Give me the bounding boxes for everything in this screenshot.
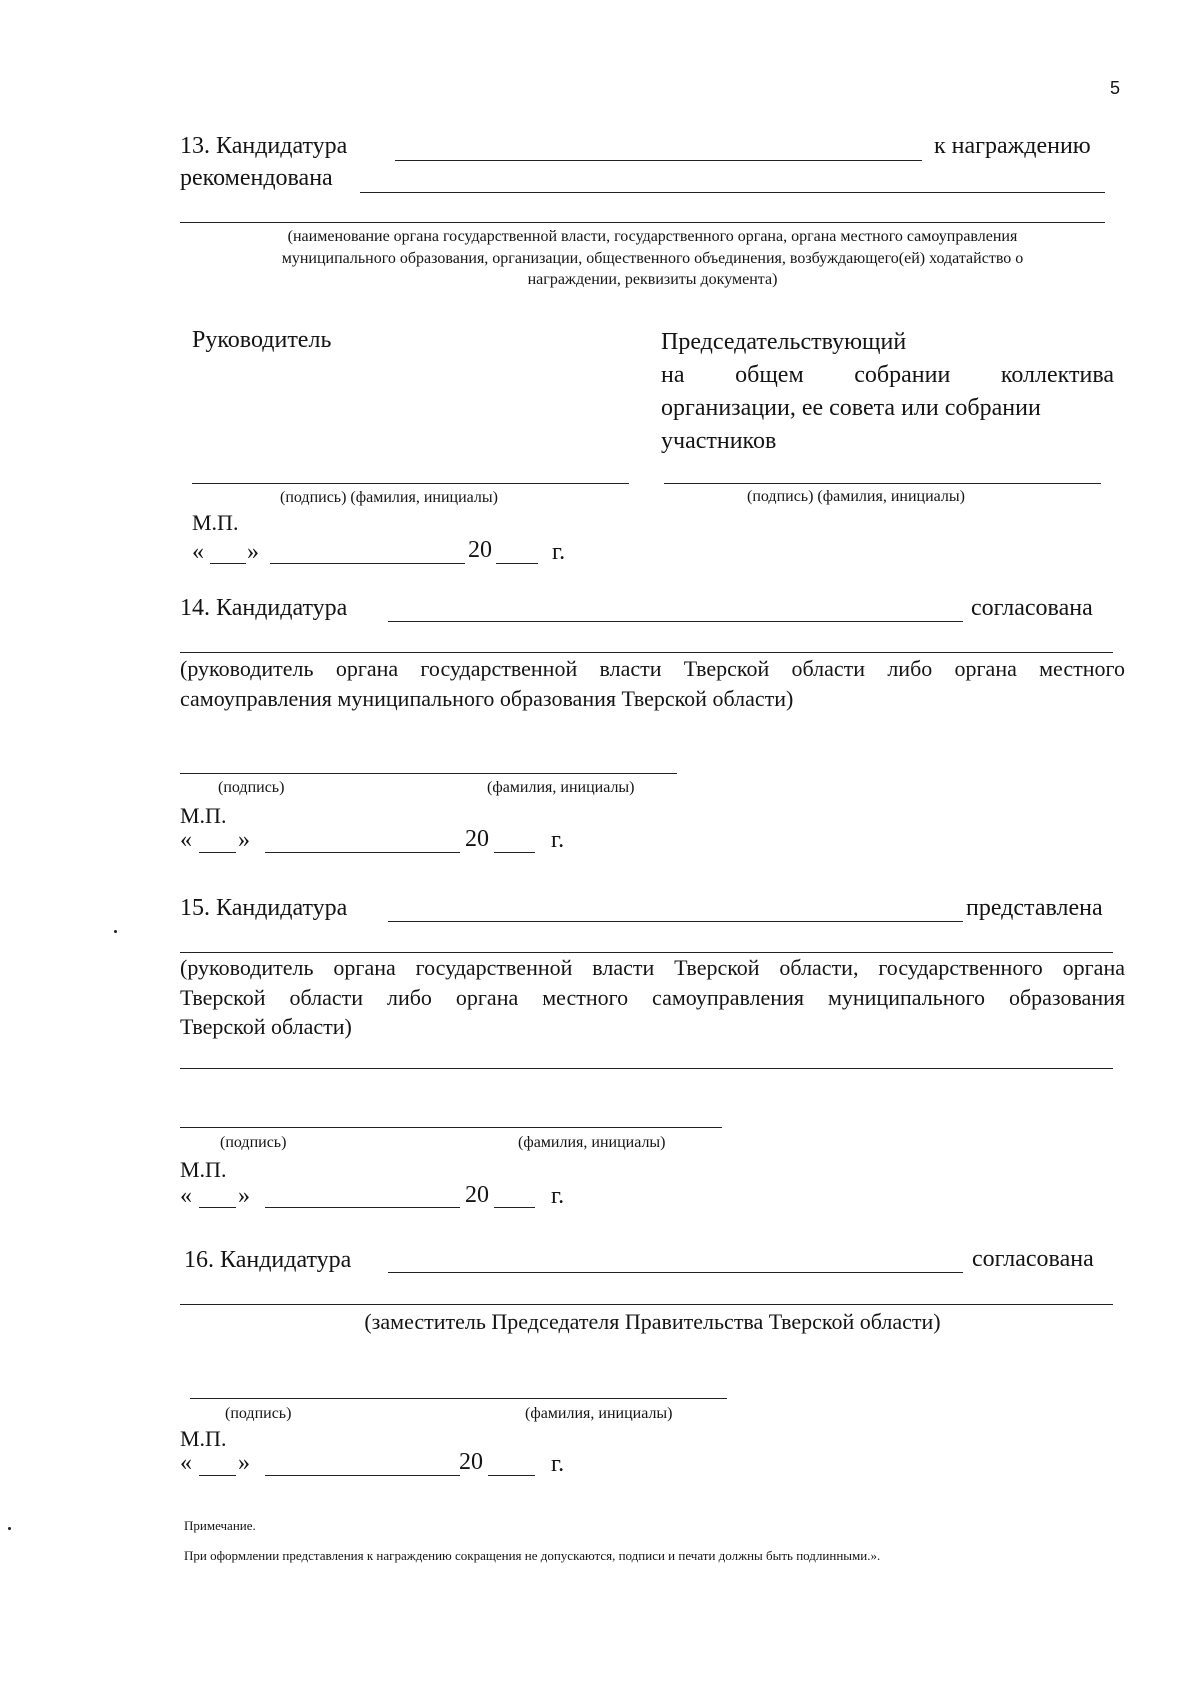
margin-dot xyxy=(114,930,117,933)
organ-extra-line-15[interactable] xyxy=(180,1068,1113,1069)
date-close-quote: » xyxy=(238,1183,250,1209)
chair-line-1: Председательствующий xyxy=(661,329,907,355)
signature-label-15: (подпись) xyxy=(220,1134,287,1151)
date-open-quote: « xyxy=(180,1450,192,1476)
signature-line-15[interactable] xyxy=(180,1127,722,1128)
section-15-caption xyxy=(180,953,1125,1042)
section-15-caption-line-2: Тверской области либо органа местного самоуправления муниципального образования xyxy=(180,984,1125,1010)
chair-line-3: организации, ее совета или собрании xyxy=(661,395,1041,421)
section-15-caption-line-3: Тверской области) xyxy=(180,1014,352,1040)
signature-line-14[interactable] xyxy=(180,773,677,774)
year-line-14[interactable] xyxy=(494,852,535,853)
section-13-caption-line-2: муниципального образования, организации, общественного объединения, возбуждающего(ей) ходатайство о xyxy=(281,249,1024,267)
year-prefix-16: 20 xyxy=(459,1449,483,1475)
day-line-15[interactable] xyxy=(199,1207,236,1208)
year-prefix-15: 20 xyxy=(465,1182,489,1208)
year-prefix-14: 20 xyxy=(465,826,489,852)
note-title: Примечание. xyxy=(184,1518,256,1533)
day-line-16[interactable] xyxy=(199,1475,236,1476)
chair-block xyxy=(661,326,1114,458)
candidate-line-14[interactable] xyxy=(388,621,963,622)
note-text: При оформлении представления к награждению сокращения не допускаются, подписи и печати должны быть подлинными.». xyxy=(184,1548,881,1563)
candidate-line-16[interactable] xyxy=(388,1272,963,1273)
section-15-caption-line-1: (руководитель органа государственной власти Тверской области, государственного органа xyxy=(180,955,1125,980)
year-suffix-13: г. xyxy=(552,539,566,565)
year-prefix-13: 20 xyxy=(468,537,492,563)
section-16-caption: (заместитель Председателя Правительства Тверской области) xyxy=(364,1309,941,1334)
signature-label-14: (подпись) xyxy=(218,779,285,796)
date-open-quote: « xyxy=(192,539,204,565)
stamp-15: М.П. xyxy=(180,1157,227,1182)
date-close-quote: » xyxy=(247,539,259,565)
year-suffix-15: г. xyxy=(551,1183,565,1209)
day-line-14[interactable] xyxy=(199,852,236,853)
signature-label-16: (подпись) xyxy=(225,1405,292,1422)
signature-caption-left-13: (подпись) (фамилия, инициалы) xyxy=(280,489,498,506)
month-line-14[interactable] xyxy=(265,852,460,853)
date-open-quote: « xyxy=(180,1183,192,1209)
year-line-16[interactable] xyxy=(488,1475,535,1476)
section-13-recommended: рекомендована xyxy=(180,165,333,191)
month-line-16[interactable] xyxy=(265,1475,460,1476)
section-13-caption-line-3: награждении, реквизиты документа) xyxy=(527,271,778,289)
section-15-label: 15. Кандидатура xyxy=(180,895,348,921)
date-close-quote: » xyxy=(238,827,250,853)
section-13-caption-line-1: (наименование органа государственной власти, государственного органа, органа местного самоуправления xyxy=(287,228,1018,245)
name-label-16: (фамилия, инициалы) xyxy=(525,1405,673,1422)
signature-caption-right-13: (подпись) (фамилия, инициалы) xyxy=(747,488,965,505)
section-14-caption-line-1: (руководитель органа государственной власти Тверской области либо органа местного xyxy=(180,656,1125,681)
date-open-quote: « xyxy=(180,827,192,853)
day-line-13[interactable] xyxy=(210,563,246,564)
candidate-line-15[interactable] xyxy=(388,921,963,922)
name-label-14: (фамилия, инициалы) xyxy=(487,779,635,796)
organ-line-13[interactable] xyxy=(180,222,1105,223)
year-line-15[interactable] xyxy=(494,1207,535,1208)
candidate-line-13[interactable] xyxy=(395,160,922,161)
section-16-status: согласована xyxy=(972,1246,1094,1272)
year-suffix-16: г. xyxy=(551,1451,565,1477)
margin-dot xyxy=(8,1527,11,1530)
year-suffix-14: г. xyxy=(551,827,565,853)
name-label-15: (фамилия, инициалы) xyxy=(518,1134,666,1151)
head-title: Руководитель xyxy=(192,327,332,353)
section-14-caption xyxy=(180,654,1125,713)
stamp-14: М.П. xyxy=(180,803,227,828)
page-number: 5 xyxy=(1110,78,1121,98)
signature-line-left-13[interactable] xyxy=(192,483,629,484)
month-line-15[interactable] xyxy=(265,1207,460,1208)
signature-line-right-13[interactable] xyxy=(664,483,1101,484)
stamp-13: М.П. xyxy=(192,510,239,535)
section-14-status: согласована xyxy=(971,595,1093,621)
chair-line-4: участников xyxy=(661,428,777,454)
section-13-to-award: к награждению xyxy=(934,133,1091,159)
section-14-label: 14. Кандидатура xyxy=(180,595,348,621)
section-15-status: представлена xyxy=(966,895,1103,921)
organ-line-16[interactable] xyxy=(180,1304,1113,1305)
section-14-caption-line-2: самоуправления муниципального образования Тверской области) xyxy=(180,685,794,711)
year-line-13[interactable] xyxy=(496,563,538,564)
section-13-label: 13. Кандидатура xyxy=(180,133,348,159)
stamp-16: М.П. xyxy=(180,1426,227,1451)
chair-line-2: на общем собрании коллектива xyxy=(661,362,1114,388)
organ-line-14[interactable] xyxy=(180,652,1113,653)
signature-line-16[interactable] xyxy=(190,1398,727,1399)
month-line-13[interactable] xyxy=(270,563,465,564)
date-close-quote: » xyxy=(238,1450,250,1476)
section-13-caption xyxy=(180,226,1125,291)
recommended-line-13[interactable] xyxy=(360,192,1105,193)
section-16-label: 16. Кандидатура xyxy=(184,1247,352,1273)
